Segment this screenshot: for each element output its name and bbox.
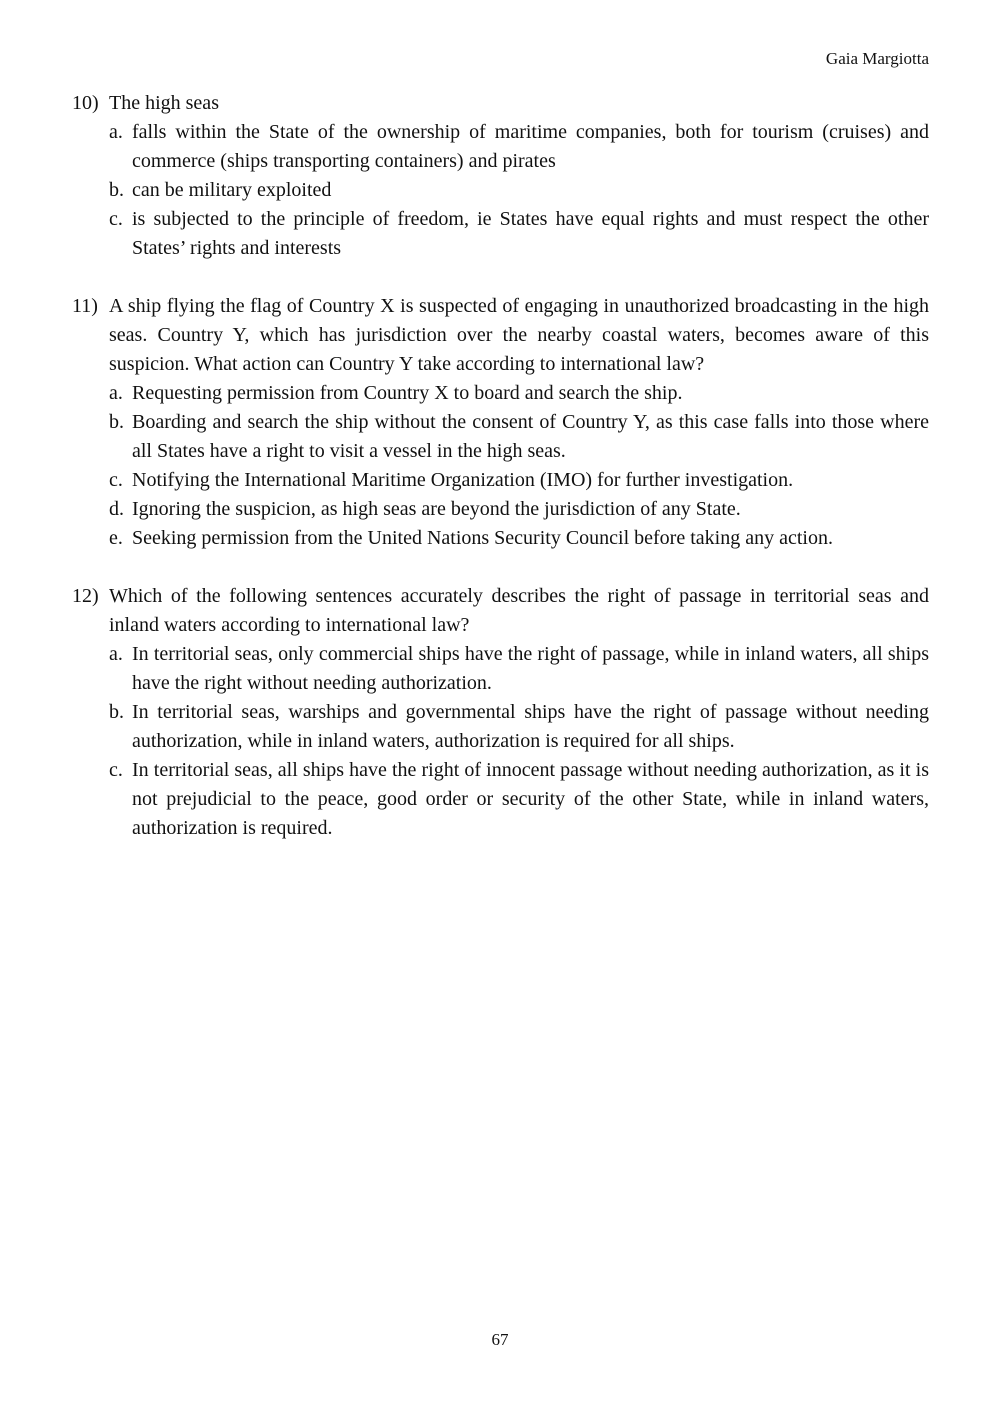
option-a [109, 379, 929, 408]
option-letter: a. [109, 382, 123, 404]
option-letter: d. [109, 498, 124, 520]
option-letter: a. [109, 121, 123, 143]
question-number: 11) [72, 295, 98, 317]
question-list [72, 89, 929, 843]
option-text: can be military exploited [132, 179, 332, 201]
option-c [109, 205, 929, 263]
option-letter: c. [109, 469, 123, 491]
option-letter: c. [109, 759, 123, 781]
option-a [109, 118, 929, 176]
question-stem: A ship flying the flag of Country X is suspected of engaging in unauthorized broadcasting in the high seas. Country Y, which has jurisdiction over the nearby coastal waters, becomes aware of this suspicion. What action can Country Y take according to international law? [109, 295, 929, 375]
option-text: falls within the State of the ownership of maritime companies, both for tourism (cruises) and commerce (ships transporting containers) and pirates [132, 121, 929, 172]
question-10 [72, 89, 929, 263]
question-body [109, 292, 929, 553]
option-list [109, 640, 929, 843]
question-body [109, 89, 929, 263]
option-letter: e. [109, 527, 123, 549]
option-text: In territorial seas, warships and governmental ships have the right of passage without needing authorization, while in inland waters, authorization is required for all ships. [132, 701, 929, 752]
option-letter: b. [109, 411, 124, 433]
question-stem: Which of the following sentences accurately describes the right of passage in territorial seas and inland waters according to international law? [109, 585, 929, 636]
option-text: In territorial seas, all ships have the right of innocent passage without needing authorization, as it is not prejudicial to the peace, good order or security of the other State, while in inland waters, authorization is required. [132, 759, 929, 839]
question-body [109, 582, 929, 843]
option-text: In territorial seas, only commercial ships have the right of passage, while in inland waters, all ships have the right without needing authorization. [132, 643, 929, 694]
option-d [109, 495, 929, 524]
question-stem: The high seas [109, 92, 219, 114]
option-letter: b. [109, 701, 124, 723]
option-list [109, 118, 929, 263]
page-header-author: Gaia Margiotta [825, 49, 929, 68]
question-11 [72, 292, 929, 553]
option-letter: a. [109, 643, 123, 665]
option-a [109, 640, 929, 698]
option-text: Ignoring the suspicion, as high seas are beyond the jurisdiction of any State. [132, 498, 741, 520]
option-c [109, 466, 929, 495]
option-b [109, 176, 929, 205]
option-text: Notifying the International Maritime Organization (IMO) for further investigation. [132, 469, 794, 491]
option-letter: c. [109, 208, 123, 230]
option-c [109, 756, 929, 843]
option-b [109, 408, 929, 466]
option-letter: b. [109, 179, 124, 201]
page-number: 67 [491, 1330, 509, 1349]
question-number: 12) [72, 585, 99, 607]
question-12 [72, 582, 929, 843]
option-list [109, 379, 929, 553]
option-e [109, 524, 929, 553]
option-text: Requesting permission from Country X to board and search the ship. [132, 382, 683, 404]
option-text: Boarding and search the ship without the consent of Country Y, as this case falls into those where all States have a right to visit a vessel in the high seas. [132, 411, 929, 462]
option-text: is subjected to the principle of freedom, ie States have equal rights and must respect the other States’ rights and interests [132, 208, 929, 259]
question-number: 10) [72, 92, 99, 114]
option-text: Seeking permission from the United Nations Security Council before taking any action. [132, 527, 833, 549]
option-b [109, 698, 929, 756]
